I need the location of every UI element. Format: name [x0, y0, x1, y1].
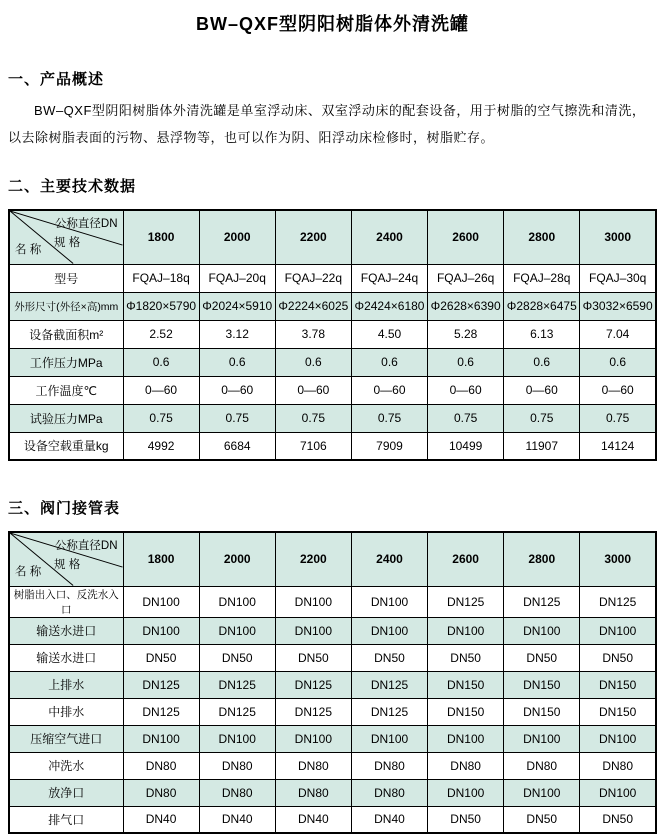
corner-label-spec: 规 格 — [54, 237, 81, 249]
table-cell: 0—60 — [351, 376, 427, 404]
table-row — [9, 752, 656, 779]
table-cell: FQAJ–26q — [428, 264, 504, 292]
table-cell: 0.75 — [504, 404, 580, 432]
table-cell: DN40 — [275, 806, 351, 833]
table-cell: DN50 — [351, 644, 427, 671]
table-cell: FQAJ–22q — [275, 264, 351, 292]
table-cell: DN125 — [123, 698, 199, 725]
table-cell: Φ2424×6180 — [351, 292, 427, 320]
table-cell: 3.12 — [199, 320, 275, 348]
section-heading-valve-table: 三、阀门接管表 — [8, 500, 121, 517]
corner-label-diameter: 公称直径DN — [54, 218, 118, 230]
table-cell: DN40 — [123, 806, 199, 833]
table-cell: DN100 — [580, 725, 656, 752]
table-cell: DN80 — [123, 779, 199, 806]
table-cell: DN50 — [428, 644, 504, 671]
table-cell: DN80 — [199, 779, 275, 806]
column-header: 1800 — [123, 210, 199, 264]
table-cell: DN100 — [428, 617, 504, 644]
column-header: 2000 — [199, 532, 275, 586]
table-cell: 0.75 — [351, 404, 427, 432]
table-row — [9, 264, 656, 292]
table-cell: DN80 — [351, 752, 427, 779]
table-cell: DN150 — [504, 671, 580, 698]
table-row — [9, 698, 656, 725]
table-cell: DN125 — [275, 671, 351, 698]
table-row — [9, 586, 656, 617]
row-label: 放净口 — [9, 779, 123, 806]
table-cell: 0.6 — [504, 348, 580, 376]
table-cell: DN100 — [504, 725, 580, 752]
table-cell: DN80 — [580, 752, 656, 779]
table-cell: 0.6 — [199, 348, 275, 376]
corner-label-name: 名 称 — [15, 565, 42, 578]
valve-pipe-table — [8, 531, 657, 834]
table-row — [9, 404, 656, 432]
table-cell: Φ2224×6025 — [275, 292, 351, 320]
table-cell: DN150 — [428, 698, 504, 725]
table-row — [9, 725, 656, 752]
table-cell: 7106 — [275, 432, 351, 460]
column-header: 2800 — [504, 210, 580, 264]
table-cell: DN50 — [123, 644, 199, 671]
row-label: 设备空载重量kg — [9, 432, 123, 460]
row-label: 排气口 — [9, 806, 123, 833]
column-header: 2600 — [428, 532, 504, 586]
table-cell: 4992 — [123, 432, 199, 460]
table-cell: 0.6 — [580, 348, 656, 376]
table-cell: DN125 — [275, 698, 351, 725]
table-cell: 0.75 — [275, 404, 351, 432]
table-cell: FQAJ–20q — [199, 264, 275, 292]
table-cell: DN50 — [428, 806, 504, 833]
table-cell: 3.78 — [275, 320, 351, 348]
table-header-row — [9, 210, 656, 264]
table-cell: DN50 — [580, 806, 656, 833]
corner-label-spec: 规 格 — [54, 559, 81, 571]
table-cell: Φ2024×5910 — [199, 292, 275, 320]
table-cell: DN100 — [504, 617, 580, 644]
table-row — [9, 320, 656, 348]
table-cell: DN125 — [428, 586, 504, 617]
table-row — [9, 644, 656, 671]
table-cell: DN100 — [580, 617, 656, 644]
table-cell: DN50 — [504, 806, 580, 833]
column-header: 3000 — [580, 210, 656, 264]
section-heading-tech-data: 二、主要技术数据 — [8, 178, 137, 195]
table-cell: DN40 — [199, 806, 275, 833]
table-cell: DN150 — [428, 671, 504, 698]
table-cell: FQAJ–30q — [580, 264, 656, 292]
table-cell: 0.6 — [275, 348, 351, 376]
table-cell: DN100 — [351, 586, 427, 617]
table-cell: DN50 — [275, 644, 351, 671]
column-header: 1800 — [123, 532, 199, 586]
column-header: 2000 — [199, 210, 275, 264]
table-cell: DN150 — [580, 698, 656, 725]
table-row — [9, 671, 656, 698]
row-label: 试验压力MPa — [9, 404, 123, 432]
table-cell: 0—60 — [504, 376, 580, 404]
table-row — [9, 617, 656, 644]
table-cell: DN125 — [351, 698, 427, 725]
table-cell: 0.6 — [428, 348, 504, 376]
table-header-row — [9, 532, 656, 586]
table-cell: DN100 — [123, 725, 199, 752]
column-header: 2200 — [275, 210, 351, 264]
column-header: 2600 — [428, 210, 504, 264]
table-cell: FQAJ–28q — [504, 264, 580, 292]
table-cell: DN80 — [351, 779, 427, 806]
table-cell: DN100 — [275, 586, 351, 617]
table-row — [9, 806, 656, 833]
corner-label-diameter: 公称直径DN — [54, 540, 118, 552]
table-cell: 0.75 — [428, 404, 504, 432]
section-heading-overview: 一、产品概述 — [8, 71, 105, 88]
corner-label-name: 名 称 — [15, 243, 42, 256]
table-cell: DN50 — [504, 644, 580, 671]
table-cell: DN100 — [428, 779, 504, 806]
row-label: 压缩空气进口 — [9, 725, 123, 752]
table-cell: DN125 — [123, 671, 199, 698]
table-cell: 7909 — [351, 432, 427, 460]
table-cell: DN100 — [580, 779, 656, 806]
row-label: 冲洗水 — [9, 752, 123, 779]
table-cell: 0.6 — [123, 348, 199, 376]
row-label: 外形尺寸(外径×高)mm — [9, 292, 123, 320]
table-row — [9, 779, 656, 806]
row-label: 设备截面积m² — [9, 320, 123, 348]
row-label: 输送水进口 — [9, 644, 123, 671]
table-cell: 10499 — [428, 432, 504, 460]
table-cell: DN80 — [428, 752, 504, 779]
page-title: BW–QXF型阴阳树脂体外清洗罐 — [196, 14, 469, 34]
overview-paragraph: BW–QXF型阴阳树脂体外清洗罐是单室浮动床、双室浮动床的配套设备，用于树脂的空气擦洗和清洗，以去除树脂表面的污物、悬浮物等，也可以作为阴、阳浮动床检修时，树脂贮存。 — [8, 103, 646, 145]
table-cell: Φ2628×6390 — [428, 292, 504, 320]
table-cell: DN100 — [199, 617, 275, 644]
table-cell: Φ3032×6590 — [580, 292, 656, 320]
table-cell: DN80 — [275, 779, 351, 806]
table-cell: 5.28 — [428, 320, 504, 348]
table-cell: DN80 — [504, 752, 580, 779]
table-row — [9, 348, 656, 376]
corner-cell — [9, 532, 123, 586]
table-cell: DN50 — [199, 644, 275, 671]
column-header: 2400 — [351, 210, 427, 264]
table-cell: 4.50 — [351, 320, 427, 348]
table-cell: DN125 — [199, 671, 275, 698]
column-header: 2200 — [275, 532, 351, 586]
table-cell: 2.52 — [123, 320, 199, 348]
table-cell: 0—60 — [275, 376, 351, 404]
table-cell: DN50 — [580, 644, 656, 671]
table-cell: 0.75 — [199, 404, 275, 432]
table-row — [9, 376, 656, 404]
table-cell: 14124 — [580, 432, 656, 460]
table-cell: 0—60 — [199, 376, 275, 404]
table-cell: DN150 — [580, 671, 656, 698]
table-cell: 0—60 — [123, 376, 199, 404]
tech-data-table — [8, 209, 657, 461]
table-row — [9, 432, 656, 460]
row-label: 中排水 — [9, 698, 123, 725]
table-cell: DN125 — [351, 671, 427, 698]
table-cell: DN80 — [275, 752, 351, 779]
table-cell: DN125 — [199, 698, 275, 725]
row-label: 型号 — [9, 264, 123, 292]
table-cell: DN150 — [504, 698, 580, 725]
table-cell: FQAJ–24q — [351, 264, 427, 292]
table-cell: DN100 — [199, 725, 275, 752]
row-label: 树脂出入口、反洗水入口 — [9, 586, 123, 617]
table-cell: 0.75 — [580, 404, 656, 432]
row-label: 输送水进口 — [9, 617, 123, 644]
table-cell: DN100 — [275, 617, 351, 644]
table-cell: Φ1820×5790 — [123, 292, 199, 320]
row-label: 上排水 — [9, 671, 123, 698]
table-cell: 0.75 — [123, 404, 199, 432]
table-cell: DN100 — [123, 617, 199, 644]
table-cell: 0.6 — [351, 348, 427, 376]
table-cell: DN100 — [275, 725, 351, 752]
table-row — [9, 292, 656, 320]
table-cell: FQAJ–18q — [123, 264, 199, 292]
table-cell: 0—60 — [428, 376, 504, 404]
corner-cell — [9, 210, 123, 264]
table-cell: DN100 — [504, 779, 580, 806]
table-cell: DN40 — [351, 806, 427, 833]
table-cell: DN125 — [504, 586, 580, 617]
table-cell: 7.04 — [580, 320, 656, 348]
column-header: 2400 — [351, 532, 427, 586]
column-header: 3000 — [580, 532, 656, 586]
column-header: 2800 — [504, 532, 580, 586]
table-cell: 0—60 — [580, 376, 656, 404]
table-cell: 6684 — [199, 432, 275, 460]
table-cell: DN80 — [123, 752, 199, 779]
table-cell: DN125 — [580, 586, 656, 617]
table-cell: DN100 — [428, 725, 504, 752]
table-cell: DN80 — [199, 752, 275, 779]
table-cell: Φ2828×6475 — [504, 292, 580, 320]
table-cell: 6.13 — [504, 320, 580, 348]
table-cell: 11907 — [504, 432, 580, 460]
row-label: 工作温度℃ — [9, 376, 123, 404]
table-cell: DN100 — [351, 617, 427, 644]
row-label: 工作压力MPa — [9, 348, 123, 376]
table-cell: DN100 — [199, 586, 275, 617]
table-cell: DN100 — [123, 586, 199, 617]
table-cell: DN100 — [351, 725, 427, 752]
